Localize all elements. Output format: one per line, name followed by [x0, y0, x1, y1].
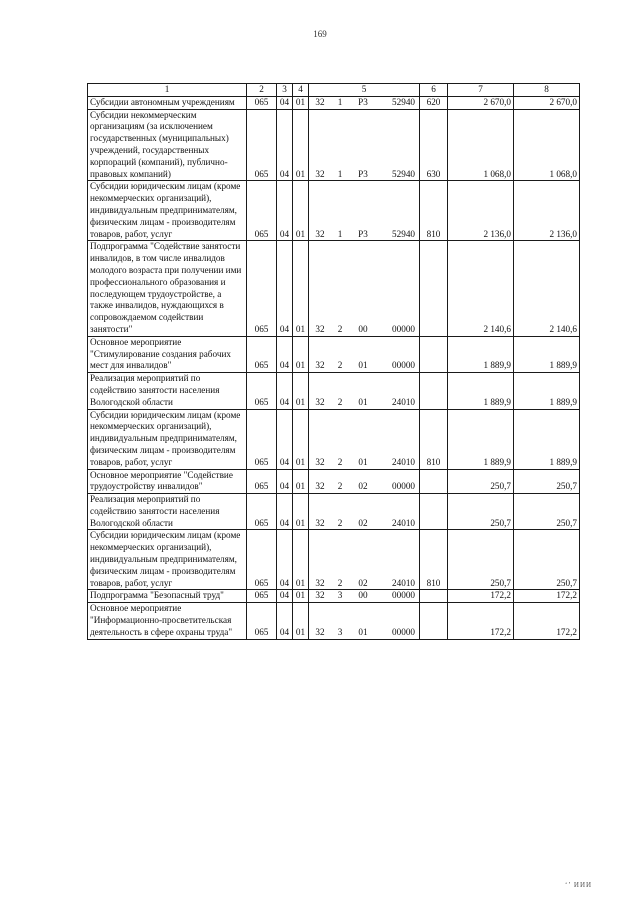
section-code-cell: 04 — [277, 241, 293, 336]
target-article-cell — [309, 181, 420, 241]
target-article-cell — [309, 494, 420, 530]
budget-table — [87, 83, 580, 640]
code-part: 01 — [358, 456, 368, 467]
expense-type-cell — [420, 373, 448, 409]
amount-total-cell: 1 889,9 — [514, 336, 580, 372]
amount-total-cell: 1 889,9 — [514, 373, 580, 409]
column-number: 2 — [247, 84, 277, 97]
column-number: 8 — [514, 84, 580, 97]
ministry-code-cell: 065 — [247, 373, 277, 409]
code-part: 32 — [315, 360, 325, 371]
target-article-code — [311, 360, 417, 372]
subsection-code-cell: 01 — [293, 590, 309, 603]
code-part: 2 — [337, 396, 343, 407]
target-article-code — [311, 590, 417, 602]
amount-total-cell: 250,7 — [514, 494, 580, 530]
expense-type-cell — [420, 469, 448, 494]
code-part: 32 — [315, 168, 325, 179]
column-number-row — [88, 84, 580, 97]
expense-type-cell: 620 — [420, 96, 448, 109]
target-article-cell — [309, 530, 420, 590]
row-name-cell: Основное мероприятие "Стимулирование создания рабочих мест для инвалидов" — [88, 336, 247, 372]
ministry-code-cell: 065 — [247, 109, 277, 181]
row-name-cell: Субсидии юридическим лицам (кроме некоммерческих организаций), индивидуальным предпринимателям, физическим лицам - производителям товаров, работ, услуг — [88, 409, 247, 469]
code-part: 2 — [337, 360, 343, 371]
amount-total-cell: 1 068,0 — [514, 109, 580, 181]
expense-type-cell — [420, 590, 448, 603]
subsection-code-cell: 01 — [293, 336, 309, 372]
column-number: 1 — [88, 84, 247, 97]
target-article-cell — [309, 241, 420, 336]
code-part: 00000 — [392, 626, 415, 637]
subsection-code-cell: 01 — [293, 530, 309, 590]
code-part: 2 — [337, 517, 343, 528]
code-part: 02 — [358, 517, 368, 528]
code-part: 52940 — [392, 96, 415, 107]
row-name-cell: Подпрограмма "Безопасный труд" — [88, 590, 247, 603]
code-part: 2 — [337, 577, 343, 588]
ministry-code-cell: 065 — [247, 530, 277, 590]
target-article-cell — [309, 109, 420, 181]
table-row — [88, 409, 580, 469]
amount-cell: 2 136,0 — [448, 181, 514, 241]
table-row — [88, 109, 580, 181]
row-name-cell: Реализация мероприятий по содействию занятости населения Вологодской области — [88, 494, 247, 530]
expense-type-cell — [420, 603, 448, 639]
code-part: 01 — [358, 360, 368, 371]
amount-cell: 1 889,9 — [448, 336, 514, 372]
code-part: 24010 — [392, 396, 415, 407]
amount-cell: 2 140,6 — [448, 241, 514, 336]
section-code-cell: 04 — [277, 109, 293, 181]
column-number: 4 — [293, 84, 309, 97]
code-part: 2 — [337, 323, 343, 334]
ministry-code-cell: 065 — [247, 590, 277, 603]
row-name-cell: Субсидии юридическим лицам (кроме некоммерческих организаций), индивидуальным предпринимателям, физическим лицам - производителям товаров, работ, услуг — [88, 530, 247, 590]
table-body — [88, 96, 580, 639]
code-part: 32 — [315, 323, 325, 334]
target-article-cell — [309, 469, 420, 494]
section-code-cell: 04 — [277, 336, 293, 372]
section-code-cell: 04 — [277, 603, 293, 639]
section-code-cell: 04 — [277, 530, 293, 590]
row-name-cell: Субсидии юридическим лицам (кроме некоммерческих организаций), индивидуальным предпринимателям, физическим лицам - производителям товаров, работ, услуг — [88, 181, 247, 241]
corner-mark: ‘’ ИИИ — [565, 881, 593, 889]
subsection-code-cell: 01 — [293, 241, 309, 336]
subsection-code-cell: 01 — [293, 373, 309, 409]
table-row — [88, 96, 580, 109]
amount-total-cell: 2 136,0 — [514, 181, 580, 241]
ministry-code-cell: 065 — [247, 181, 277, 241]
subsection-code-cell: 01 — [293, 603, 309, 639]
code-part: 00 — [358, 590, 368, 601]
code-part: 00000 — [392, 590, 415, 601]
code-part: Р3 — [358, 168, 368, 179]
amount-cell: 1 889,9 — [448, 409, 514, 469]
code-part: 00000 — [392, 323, 415, 334]
table-row — [88, 494, 580, 530]
target-article-cell — [309, 409, 420, 469]
target-article-code — [311, 457, 417, 469]
subsection-code-cell: 01 — [293, 109, 309, 181]
code-part: 32 — [315, 396, 325, 407]
target-article-code — [311, 169, 417, 181]
section-code-cell: 04 — [277, 96, 293, 109]
target-article-cell — [309, 373, 420, 409]
amount-cell: 172,2 — [448, 590, 514, 603]
section-code-cell: 04 — [277, 469, 293, 494]
code-part: 24010 — [392, 577, 415, 588]
expense-type-cell: 810 — [420, 409, 448, 469]
ministry-code-cell: 065 — [247, 241, 277, 336]
code-part: 2 — [337, 456, 343, 467]
table-row — [88, 373, 580, 409]
target-article-code — [311, 481, 417, 493]
code-part: 32 — [315, 96, 325, 107]
code-part: 32 — [315, 626, 325, 637]
code-part: 32 — [315, 590, 325, 601]
subsection-code-cell: 01 — [293, 494, 309, 530]
table-row — [88, 469, 580, 494]
subsection-code-cell: 01 — [293, 96, 309, 109]
expense-type-cell — [420, 241, 448, 336]
target-article-code — [311, 97, 417, 109]
ministry-code-cell: 065 — [247, 409, 277, 469]
row-name-cell: Основное мероприятие "Содействие трудоустройству инвалидов" — [88, 469, 247, 494]
amount-cell: 172,2 — [448, 603, 514, 639]
code-part: 02 — [358, 577, 368, 588]
expense-type-cell — [420, 494, 448, 530]
ministry-code-cell: 065 — [247, 336, 277, 372]
section-code-cell: 04 — [277, 590, 293, 603]
ministry-code-cell: 065 — [247, 469, 277, 494]
code-part: Р3 — [358, 96, 368, 107]
code-part: 00 — [358, 323, 368, 334]
subsection-code-cell: 01 — [293, 409, 309, 469]
code-part: 00000 — [392, 481, 415, 492]
target-article-code — [311, 229, 417, 241]
amount-cell: 1 889,9 — [448, 373, 514, 409]
code-part: 32 — [315, 577, 325, 588]
row-name-cell: Подпрограмма "Содействие занятости инвалидов, в том числе инвалидов молодого возраста при получении ими профессионального образования и последующем трудоустройстве, а также инвалидов, нуждающихся в сопровождаемом содействии занятости" — [88, 241, 247, 336]
subsection-code-cell: 01 — [293, 469, 309, 494]
table-row — [88, 336, 580, 372]
target-article-code — [311, 518, 417, 530]
amount-cell: 1 068,0 — [448, 109, 514, 181]
code-part: 3 — [337, 590, 343, 601]
ministry-code-cell: 065 — [247, 494, 277, 530]
amount-total-cell: 172,2 — [514, 590, 580, 603]
table-row — [88, 590, 580, 603]
code-part: 1 — [337, 168, 343, 179]
code-part: 52940 — [392, 168, 415, 179]
target-article-code — [311, 578, 417, 590]
code-part: 01 — [358, 626, 368, 637]
code-part: 02 — [358, 481, 368, 492]
page-number: 169 — [313, 29, 327, 39]
code-part: 52940 — [392, 228, 415, 239]
amount-total-cell: 2 670,0 — [514, 96, 580, 109]
ministry-code-cell: 065 — [247, 96, 277, 109]
amount-cell: 250,7 — [448, 494, 514, 530]
row-name-cell: Субсидии автономным учреждениям — [88, 96, 247, 109]
amount-total-cell: 172,2 — [514, 603, 580, 639]
amount-total-cell: 1 889,9 — [514, 409, 580, 469]
table-row — [88, 241, 580, 336]
code-part: 32 — [315, 456, 325, 467]
row-name-cell: Основное мероприятие "Информационно-просветительская деятельность в сфере охраны труда" — [88, 603, 247, 639]
code-part: 32 — [315, 517, 325, 528]
code-part: 1 — [337, 96, 343, 107]
column-number: 6 — [420, 84, 448, 97]
expense-type-cell: 810 — [420, 181, 448, 241]
target-article-cell — [309, 336, 420, 372]
expense-type-cell — [420, 336, 448, 372]
row-name-cell: Реализация мероприятий по содействию занятости населения Вологодской области — [88, 373, 247, 409]
row-name-cell: Субсидии некоммерческим организациям (за исключением государственных (муниципальных) учреждений, государственных корпораций (компаний), публично-правовых компаний) — [88, 109, 247, 181]
expense-type-cell: 810 — [420, 530, 448, 590]
expense-type-cell: 630 — [420, 109, 448, 181]
code-part: 01 — [358, 396, 368, 407]
target-article-cell — [309, 590, 420, 603]
table-row — [88, 181, 580, 241]
section-code-cell: 04 — [277, 494, 293, 530]
table-row — [88, 530, 580, 590]
section-code-cell: 04 — [277, 373, 293, 409]
amount-total-cell: 250,7 — [514, 469, 580, 494]
code-part: 00000 — [392, 360, 415, 371]
target-article-cell — [309, 96, 420, 109]
code-part: 24010 — [392, 456, 415, 467]
code-part: Р3 — [358, 228, 368, 239]
code-part: 3 — [337, 626, 343, 637]
ministry-code-cell: 065 — [247, 603, 277, 639]
column-number: 5 — [309, 84, 420, 97]
column-number: 3 — [277, 84, 293, 97]
target-article-cell — [309, 603, 420, 639]
section-code-cell: 04 — [277, 409, 293, 469]
amount-cell: 250,7 — [448, 530, 514, 590]
table-row — [88, 603, 580, 639]
target-article-code — [311, 397, 417, 409]
column-number: 7 — [448, 84, 514, 97]
code-part: 24010 — [392, 517, 415, 528]
code-part: 2 — [337, 481, 343, 492]
amount-cell: 250,7 — [448, 469, 514, 494]
amount-total-cell: 250,7 — [514, 530, 580, 590]
subsection-code-cell: 01 — [293, 181, 309, 241]
target-article-code — [311, 324, 417, 336]
target-article-code — [311, 627, 417, 639]
code-part: 32 — [315, 228, 325, 239]
section-code-cell: 04 — [277, 181, 293, 241]
amount-total-cell: 2 140,6 — [514, 241, 580, 336]
code-part: 1 — [337, 228, 343, 239]
amount-cell: 2 670,0 — [448, 96, 514, 109]
code-part: 32 — [315, 481, 325, 492]
